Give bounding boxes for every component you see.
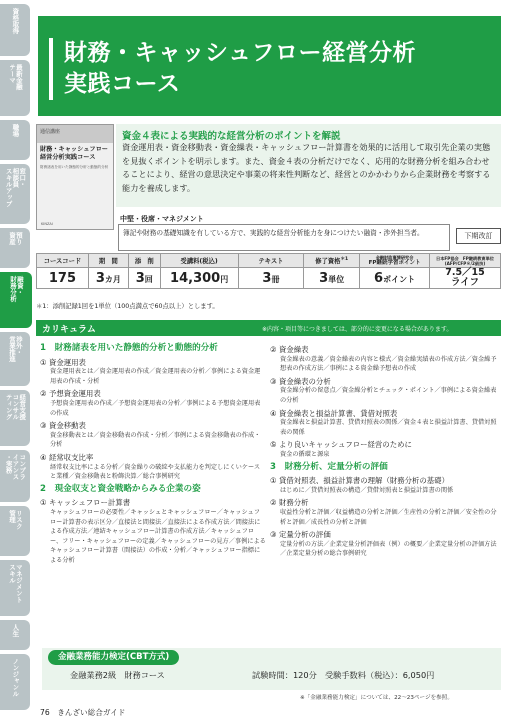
curriculum-item-body: 資金繰分析の留意点／資金繰分析とチェック・ポイント／事例による資金繰表の分析 <box>280 387 497 404</box>
header-period: 期 間 <box>88 254 128 268</box>
side-tab-8[interactable] <box>0 450 30 502</box>
curriculum-item-body: 定量分析の方法／企業定量分析評価表（例）の概要／企業定量分析の評価方法／企業定量分析の総合事例研究 <box>280 540 497 558</box>
curriculum-item-title: ① 資金運用表 <box>40 357 86 367</box>
side-tab-label: リスク 管理 <box>8 510 23 530</box>
page-title: 財務・キャッシュフロー経営分析 実践コース <box>64 40 417 97</box>
points-title: 資金４表による実践的な経営分析のポイントを解説 <box>122 131 341 142</box>
curriculum-item-body: 資金運用表とは／資金運用表の作成／資金運用表の分析／事例による資金運用表の作成・分析 <box>50 368 261 385</box>
target-audience-text: 簿記や財務の基礎知識を有している方で、実践的な経営分析能力を身につけたい融資・渉外担当者。 <box>118 224 450 251</box>
side-tab-11[interactable] <box>0 620 30 650</box>
side-tab-label: 融資・ 財務分析 <box>9 276 24 302</box>
header-fp-assoc: 日本FP協会 FP継続教育単位 (AFP/CFP®/2級技) <box>430 254 501 268</box>
value-period: 3カ月 <box>88 268 128 289</box>
header-accent-bar <box>49 38 53 100</box>
side-tab-12[interactable] <box>0 654 30 710</box>
curriculum-item-title: ④ 経常収支比率 <box>40 452 94 462</box>
curriculum-item-body: 資金移動表とは／資金移動表の作成・分析／事例による資金移動表の作成・分析 <box>50 431 261 449</box>
points-body: 資金運用表・資金移動表・資金繰表・キャッシュフロー計算書を効果的に活用して取引先企業の実態を見抜くポイントを明示します。また、資金４表の分析だけでなく、応用的な財務分析を組み合わせることにより、経営の意思決定や事業の将来性判断など、経営とのかかわりから企業財務を考察する能力を養成します。 <box>122 142 491 193</box>
curriculum-item-body: 資金繰表と損益計算書、貸借対照表の関係／資金４表と損益計算書、貸借対照表の関係 <box>280 419 497 436</box>
curriculum-section-title: 3 財務分析、定量分析の評価 <box>270 461 388 472</box>
side-tab-label: マネジメント スキル <box>8 564 23 603</box>
side-tab-label: ノンジャンル <box>11 658 20 697</box>
book-publisher: KINZAI <box>41 222 53 226</box>
book-top-label: 通信講座 <box>37 125 113 143</box>
side-tab-1[interactable] <box>0 60 30 116</box>
exam-name: 金融業務2級 財務コース <box>70 670 165 680</box>
curriculum-item-title: ② 財務分析 <box>270 498 309 508</box>
side-tab-7[interactable] <box>0 390 30 446</box>
header-credit: 修了資格$^{*1}$ <box>304 254 360 268</box>
value-code: 175 <box>37 268 89 289</box>
side-tab-label: 人生 <box>11 624 20 637</box>
side-tab-2[interactable] <box>0 120 30 160</box>
curriculum-item-title: ③ 資金繰表の分析 <box>270 376 331 386</box>
curriculum-note: ※内容・項目等につきましては、部分的に変更になる場合があります。 <box>262 326 453 333</box>
curriculum-right-column <box>270 342 498 562</box>
revision-badge: 下期改訂 <box>456 228 501 244</box>
target-level-label: 中堅・役席・マネジメント <box>120 215 204 223</box>
page-header <box>38 16 501 116</box>
exam-time-fee: 試験時間：120分 受験手数料（税込）：6,050円 <box>252 670 435 680</box>
value-text: 3冊 <box>238 268 304 289</box>
side-tab-label: 窓口・ 相談員 スキルアップ <box>4 168 27 207</box>
curriculum-item-title: ① 貸借対照表、損益計算書の理解（財務分析の基礎） <box>270 476 449 486</box>
curriculum-item-body: 予想資金運用表の作成／予想資金運用表の分析／事例による予想資金運用表の作成 <box>50 399 261 417</box>
value-credit: 3単位 <box>304 268 360 289</box>
curriculum-item-title: ④ 資金繰表と損益計算書、貸借対照表 <box>270 408 398 418</box>
exam-reference: ※「金融業務能力検定」については、22～23ページを参照。 <box>300 695 453 701</box>
side-tab-5[interactable] <box>0 272 32 328</box>
curriculum-item-title: ③ 定量分析の評価 <box>270 530 331 540</box>
course-info-table <box>36 253 501 289</box>
curriculum-item-title: ⑤ より良いキャッシュフロー経営のために <box>270 440 412 450</box>
side-tab-label: 経営支援 コンサル ティング <box>4 394 27 420</box>
curriculum-item-title: ③ 資金移動表 <box>40 421 86 431</box>
curriculum-item-body: 収益性分析と評価／収益構造の分析と評価／生産性の分析と評価／安全性の分析と評価／成長性の分析と評価 <box>280 508 497 526</box>
curriculum-item-body: 経常収支比率による分析／資金繰りの破綻や支払能力を判定しにくいケースと業種／資金移動表と粉飾決算／総合事例研究 <box>50 463 261 481</box>
side-tab-label: コンプラ イアンス ・実務 <box>4 454 27 480</box>
value-correction: 3回 <box>128 268 160 289</box>
value-fp-point: 6ポイント <box>360 268 430 289</box>
value-fee: 14,300円 <box>160 268 238 289</box>
value-fp-assoc: 7.5／15 ライフ <box>430 268 501 289</box>
book-subtitle: 財務諸表を用いた静態的分析と動態的分析 <box>40 165 109 169</box>
header-text: テキスト <box>238 254 304 268</box>
curriculum-item-title: ① キャッシュフロー計算書 <box>40 498 131 508</box>
side-tab-label: 預り 資産 <box>8 232 23 245</box>
curriculum-left-column <box>40 342 266 568</box>
page-number: 76 きんざい総合ガイド <box>40 708 126 717</box>
course-book-image <box>36 124 114 230</box>
header-code: コースコード <box>37 254 89 268</box>
side-tab-label: 資格取得 <box>11 8 20 34</box>
side-tab-6[interactable] <box>0 332 30 386</box>
header-fee: 受講料(税込) <box>160 254 238 268</box>
book-title: 財務・キャッシュフロー 経営分析実践コース <box>40 146 108 161</box>
curriculum-item-body: 資金の循環と源泉 <box>280 450 330 458</box>
curriculum-section-title: 1 財務諸表を用いた静態的分析と動態的分析 <box>40 343 218 353</box>
curriculum-item-title: ② 資金繰表 <box>270 345 309 354</box>
curriculum-item-body: はじめに／貸借対照表の構造／貸借対照表と損益計算書の関係 <box>280 486 454 494</box>
side-tab-label: 渉外・ 営業推進 <box>8 336 23 362</box>
footnote: ＊1：添削記録1回を1単位（100点満点で60点以上）とします。 <box>36 303 219 310</box>
side-tab-label: 最新金融 テーマ <box>8 64 23 90</box>
curriculum-item-body: 資金繰表の意義／資金繰表の内容と様式／資金繰実績表の作成方法／資金繰予想表の作成方法／事例による資金繰予想表の作成 <box>280 355 497 373</box>
side-tab-9[interactable] <box>0 506 30 556</box>
curriculum-item-body: キャッシュフローの必要性／キャッシュとキャッシュフロー／キャッシュフロー計算書の表示区分／直接法と間接法／直接法による作成方法／間接法による作成方法／連結キャッシュフロー計算書の作成方法／キャッシュフロー、フリー・キャッシュフローの定義／キャッシュフローの見方／事例によるキャッシュフロー計算書（間接法）の作成・分析／キャッシュフロー指標による分析 <box>50 508 266 564</box>
curriculum-item-title: ② 予想資金運用表 <box>40 389 101 399</box>
side-tab-3[interactable] <box>0 164 30 224</box>
side-tab-10[interactable] <box>0 560 30 616</box>
side-tab-rail <box>0 0 30 720</box>
curriculum-section-title: 2 現金収支と資金戦略からみる企業の姿 <box>40 483 201 494</box>
curriculum-title: カリキュラム <box>42 325 96 335</box>
exam-tag: 金融業務能力検定(CBT方式) <box>48 650 179 665</box>
side-tab-4[interactable] <box>0 228 30 268</box>
side-tab-0[interactable] <box>0 4 30 56</box>
header-fp-point: 金融財政事情研究会 FP継続学習ポイント <box>360 254 430 268</box>
header-correction: 添 削 <box>128 254 160 268</box>
side-tab-label: 職場 <box>11 124 20 137</box>
